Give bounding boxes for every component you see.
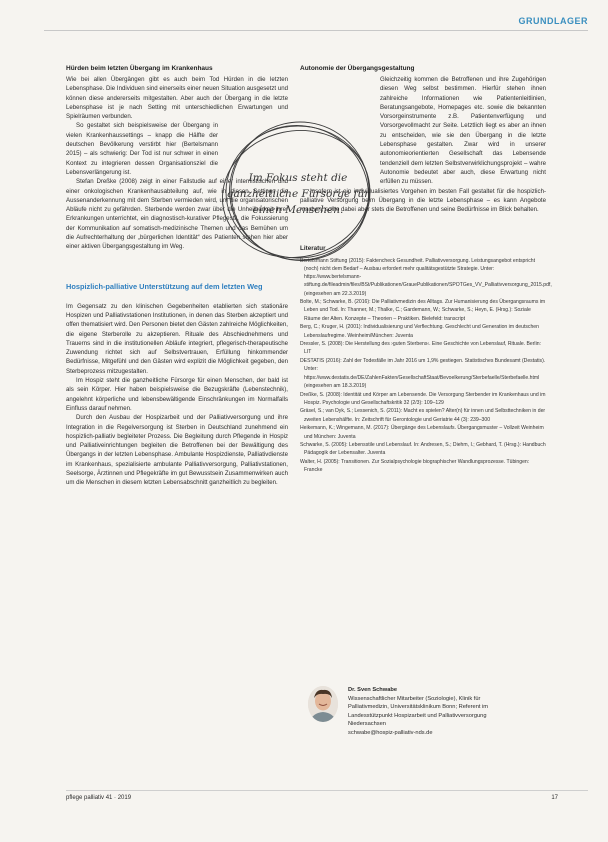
page-footer	[66, 790, 588, 801]
author-affiliation: Wissenschaftlicher Mitarbeiter (Soziologie), Klinik für	[348, 695, 481, 702]
journal-name: pflege palliativ 41 · 2019	[66, 795, 132, 801]
paragraph: So gestaltet sich beispielsweise der Übergang in vielen Krankenhaussettings – knapp die Hälfte der deutschen Bevölkerung verstirbt hier (Bertelsmann 2015) – als schwierig: Der Tod ist nur schwer in einen Kontext zu integrieren dessen Organisationsziel die Lebensverlängerung ist.	[66, 122, 218, 176]
author-name: Dr. Sven Schwabe	[348, 687, 397, 693]
heading-hospice-support: Hospizlich-palliative Unterstützung auf dem letzten Weg	[66, 281, 263, 291]
literature-heading: Literatur	[300, 245, 326, 253]
pull-quote-text: Im Fokus steht die ganzheitliche Fürsorge für einen Menschen.	[226, 172, 370, 216]
literature-item: Bolte, M.; Schwarke, B. (2016): Die Palliativmedizin des Alltags. Zur Humanisierung des Übergangsraums im Leben und Tod. In: Thanner, M.; Thalke, C.; Gardemann, W.; Schwarke, S.; Heyn, E. (Hrsg.): Soziale Räume der Alten. Konzepte – Theorien – Praktiken. Bielefeld: transcript	[300, 299, 546, 322]
author-affiliation: Palliativmedizin, Universitätsklinikum Bonn; Referent im	[348, 704, 489, 711]
top-divider	[44, 30, 588, 31]
heading-hurdles: Hürden beim letzten Übergang im Krankenhaus	[66, 65, 213, 72]
literature-item: Dreßke, S. (2008): Identität und Körper am Lebensende. Die Versorgung Sterbender im Krankenhaus und im Hospiz. Psychologie und Gesellschaftskritik 32 (2/3): 109–129	[300, 391, 546, 406]
paragraph: Stefan Dreßke (2008) zeigt in einer Fallstudie auf einer internistischen und einer onkologischen Krankenhausabteilung auf, wie in diesen Settings die Aussenanderkennung mit dem Sterben vermieden wird, um die organisatorischen Abläufe nicht zu gefährden. Sterbende werden zwar über die Unheilbarkeit ihrer Erkrankungen unterrichtet, ein diagnostisch-kurativer Pflegestil, die Fokussierung der Kommunikation auf somatisch-medizinische Themen und das Bemühen um die Aufrechterhaltung der „bürgerlichen Identität“ des Patienten stehen hier aber einer aktiven Übergangsgestaltung im Weg.	[66, 178, 288, 251]
literature-item: DESTATIS (2016): Zahl der Todesfälle im Jahr 2016 um 1,9% gestiegen. Statistisches Bundesamt (Destatis). Unter: https://www.destatis.de/DE/ZahlenFakten/GesellschaftStaat/Bevoelkerung/Sterbefaelle/Sterbefaelle.html (eingesehen am 18.3.2019)	[300, 358, 546, 389]
author-affiliation: Niedersachsen	[348, 721, 386, 728]
paragraph: Wie bei allen Übergängen gibt es auch beim Tod Hürden in die letzten Lebensphase. Die Individuen sind einerseits einer neuen Situation ausgesetzt und können diese andererseits mitgestalten. Aber auch der Übergang in die letzte Lebensphase ist je nach Setting mit unterschiedlichen Erwartungen und Spielräumen verbunden.	[66, 76, 288, 121]
page-number: 17	[551, 795, 558, 801]
section-label: GRUNDLAGER	[518, 16, 588, 26]
literature-list	[300, 257, 552, 475]
heading-autonomy: Autonomie der Übergangsgestaltung	[300, 65, 415, 72]
avatar	[308, 686, 338, 722]
literature-item: Walter, H. (2005): Transitionen. Zur Sozialpsychologie biographischer Wandlungsprozesse. Tübingen: Francke	[300, 459, 530, 474]
right-column	[300, 64, 552, 475]
literature-item: Gräsel, S.; van Dyk, S.; Lessenich, S. (2011): Macht es spielen? Alter(n) für innen und Selbsttechniken in der zweiten Lebenshälfte. In: Zeitschrift für Gerontologie und Geriatrie 44 (3): 239–300	[300, 408, 546, 423]
paragraph: Insofern ist ein individualisiertes Vorgehen im besten Fall gestaltet für die hospizlich-palliative Versorgung beim Übergang in die letzte Lebensphase – es kann Angebote machen, sollte dabei aber stets die Betroffenen und seine Bedürfnisse im Blick behalten.	[300, 187, 546, 214]
literature-item: Schwarke, S. (2005): Lebensstile und Lebenslauf. In: Andresen, S.; Diehm, I.; Gebhard, T. (Hrsg.): Handbuch Pädagogik der Lebensalter. Juventa	[300, 442, 546, 457]
literature-item: Heikemann, K.; Wingemann, M. (2017): Übergänge des Lebenslaufs. Übergangsmuster – Vollzeit Weinheim und München: Juventa	[300, 425, 544, 440]
literature-item: Dressler, S. (2008): Die Herstellung des ›guten Sterbens‹. Eine Geschichte von Lebenslauf, Rituale. Berlin: LIT	[300, 341, 541, 356]
author-details	[348, 686, 538, 738]
paragraph: Im Gegensatz zu den klinischen Gegebenheiten etablierten sich stationäre Hospizen und Palliativstationen Institutionen, in denen das Sterben akzeptiert und offen thematisiert wird. Den Personen bietet den Gästen zahlreiche Möglichkeiten, die eigene Sterberolle zu akzeptieren. Rituale des Abschiednehmens und Trauerns sind in die institutionellen Abläufe integriert, pflegerisch-therapeutische Zuwendung richtet sich auf Selbstvertrauen, Erfüllung hinkommender Bedürfnisse, Mitgefühl und den Gästen wird explizit die Möglichkeit gegeben, den Sterbeprozess mitzugestalten.	[66, 302, 288, 375]
literature-item: Bertelsmann Stiftung (2015): Faktencheck Gesundheit. Palliativversorgung. Leistungsangebot entspricht (noch) nicht dem Bedarf – Ausbau erfordert mehr qualitätsgestützte Strategie. Unter: https://www.bertelsmann-stiftung.de/fileadmin/files/BSt/Publikationen/GrauePublikationen/SPOTGes_VV_Palliativversorgung_2015.pdf, (eingesehen am 22.3.2019)	[300, 257, 552, 297]
literature-item: Berg, C.; Kruger, H. (2001): Individualisierung und Verflechtung. Geschlecht und Generation im deutschen Lebenslaufregime. Weinheim/München: Juventa	[300, 324, 539, 339]
author-email: schwabe@hospiz-palliativ-nds.de	[348, 729, 433, 736]
author-affiliation: Landesstützpunkt Hospizarbeit und Palliativversorgung	[348, 712, 487, 719]
paragraph: Gleichzeitig kommen die Betroffenen und ihre Zugehörigen diesen Weg selbst bestimmen. Hierfür stehen ihnen zahlreiche Informationen wie Patientenleitlinien, Beratungsangebote, Homepages etc. sowie die bekannten Vorsorgeinstrumente z.B. Patientenverfügung und Vorsorgevollmacht zur Seite. Letztlich liegt es aber an ihnen zu entscheiden, wie sie den Übergang in die letzte Lebensphase gestalten. Zwar wird in unserer autonomieorientierten Gesellschaft das Lebensende tendenziell dem letzten Selbstverwirklichungsprojekt – wahre Autonomie bedeutet aber auch, diese Erwartung nicht erfüllen zu müssen.	[380, 76, 546, 186]
paragraph: Durch den Ausbau der Hospizarbeit und der Palliativversorgung und ihre Integration in die Regelversorgung ist Sterben in Deutschland zunehmend ein hospizlich-palliativ begleiteter Prozess. Die Begleitung durch Pflegende in Hospiz und Palliativeinrichtungen begleiten die Betroffenen bei der Bewältigung des Übergangs in der letzten Lebensphase. Ambulante Hospizdienste, Palliativdienste im Krankenhaus, spezialisierte ambulante Palliativversorgung, Palliativstationen, Seelsorge, Ärztinnen und Pflegekräfte im gut Bewusstsein Zusammenwirken auch um die Menschen in diesem letzten Lebensabschnitt ganzheitlich zu begleiten.	[66, 414, 288, 487]
paragraph: Im Hospiz steht die ganzheitliche Fürsorge für einen Menschen, der bald ist als sein Körper. Hier haben beispielsweise die Bezugskräfte (Lebenstechnik), angelehnt körperliche und lebensbewältigende Einschränkungen im Normalfalls Einfluss darauf nehmen.	[66, 377, 288, 412]
